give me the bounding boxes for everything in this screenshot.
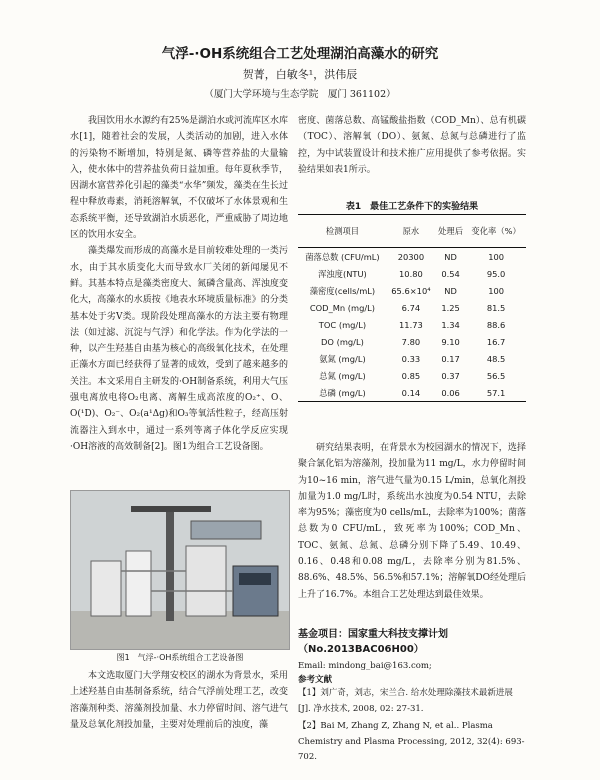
header-rate: 变化率（%）: [471, 226, 521, 236]
table-cell: 总磷 (mg/L): [319, 387, 366, 398]
email-link[interactable]: Email: mindong_bai@163.com;: [298, 661, 432, 671]
paper-title: 气浮-·OH系统组合工艺处理湖泊高藻水的研究: [161, 46, 439, 62]
table-cell: 20300: [397, 251, 425, 262]
table-cell: 48.5: [486, 353, 506, 364]
header-raw: 原水: [402, 226, 420, 236]
table-cell: 95.0: [486, 268, 506, 279]
table-cell: ND: [444, 251, 457, 262]
table-cell: 65.6×10⁴: [391, 285, 431, 296]
table-cell: 0.17: [441, 353, 460, 364]
table-cell: 0.37: [441, 370, 460, 381]
right-column-bottom: [298, 440, 526, 603]
table-row: [298, 350, 526, 367]
table-row: [298, 299, 526, 316]
table-cell: 11.73: [399, 319, 423, 330]
method-paragraph: 本文选取厦门大学翔安校区的湖水为背景水，采用上述羟基自由基制备系统，结合气浮前处理工艺，改变溶藻剂种类、溶藻剂投加量、水力停留时间、溶气进气量及总氧化剂投加量，主要对处理前后的浊度，藻: [70, 671, 288, 730]
table-row: [298, 248, 526, 266]
table-cell: 9.10: [441, 336, 460, 347]
table-cell: 菌落总数 (CFU/mL): [305, 251, 380, 262]
table-cell: 7.80: [401, 336, 421, 347]
table-cell: 6.74: [401, 302, 421, 313]
table-row: [298, 333, 526, 350]
table-row: [298, 282, 526, 299]
table-cell: 100: [488, 285, 505, 296]
authors: 贺菁，白敏冬¹，洪伟辰: [242, 68, 358, 81]
intro-paragraph-2: 藻类爆发而形成的高藻水是目前较难处理的一类污水，由于其水质变化大而导致水厂关闭的新闻屡见不鲜。其基本特点是藻类密度大、氮磷含量高、浑浊度变化大，高藻水的水质按《地表水环境质量标准》的分类基本处于劣V类。现阶段处理高藻水的方法主要有物理法（如过滤、沉淀与气浮）和化学法。作为化学法的一种，以产生羟基自由基为核心的高级氧化技术，在处理正藻水方面已经获得了显著的成效，受到了越来越多的关注。本文采用自主研发的·OH制备系统，利用大气压强电离放电将O₂电离、离解生成高浓度的O₂⁺、O、O(¹D)、O₂⁻、O₂(a¹Δg)和O₃等氧活性粒子，经高压射流器注入到水中，通过一系列等离子体化学反应实现·OH溶液的高效制备[2]。图1为组合工艺设备图。: [70, 246, 288, 452]
table-cell: 16.7: [486, 336, 506, 347]
table-cell: COD_Mn (mg/L): [309, 302, 376, 313]
method-continued-paragraph: 密度、菌落总数、高锰酸盐指数（COD_Mn）、总有机碳（TOC）、溶解氧（DO）、氨氮、总氮与总磷进行了监控，为中试装置设计和技术推广应用提供了参考依据。实验结果如表1所示。: [298, 116, 526, 175]
table-cell: 1.25: [441, 302, 460, 313]
intro-paragraph-1: 我国饮用水水源约有25%是湖泊水或河流库区水库水[1]，随着社会的发展，人类活动的加剧，进入水体的污染物不断增加，特别是氮、磷等营养盐的大量输入，使水体中的营养盐负荷日益加重。每年夏秋季节，因湖水富营养化引起的藻类“水华”频发，藻类在生长过程中释放毒素，消耗溶解氧，不仅破坏了水体景观和生态系统平衡，还导致湖泊水质恶化，严重威胁了周边地区的饮用水安全。: [70, 116, 289, 241]
table-cell: 56.5: [486, 370, 506, 381]
results-paragraph: 研究结果表明，在背景水为校园湖水的情况下，选择聚合氯化铝为溶藻剂，投加量为11 mg/L，水力停留时间为10~16 min，溶气进气量为0.15 L/min，总氧化剂投加量为1.0 mg/L时，系统出水浊度为0.54 NTU，去除率为95%；藻密度为0 cells/mL，去除率为100%；菌落总数为0 CFU/mL，致死率为100%；COD_Mn、TOC、氨氮、总氮、总磷分别下降了5.49、10.49、0.16、0.48和0.08 mg/L，去除率分别为81.5%、88.6%、48.5%、56.5%和57.1%；溶解氧DO经处理后上升了16.7%。本组合工艺处理达到最佳效果。: [298, 443, 526, 600]
results-table: [298, 214, 526, 402]
right-column: [298, 113, 526, 178]
left-column: [70, 113, 288, 455]
table-cell: 0.33: [401, 353, 421, 364]
affiliation: （厦门大学环境与生态学院 厦门 361102）: [204, 89, 396, 100]
table-row: [298, 316, 526, 333]
table-title: 表1 最佳工艺条件下的实验结果: [345, 202, 479, 212]
header-treated: 处理后: [438, 226, 464, 236]
table-cell: 1.34: [441, 319, 460, 330]
table-cell: 0.54: [441, 268, 460, 279]
table-cell: 10.80: [399, 268, 423, 279]
reference-item: 【1】刘广奇，刘志，宋兰合. 给水处理除藻技术最新进展 [J]. 净水技术, 2008, 02: 27-31.: [298, 688, 513, 714]
equipment-illustration: [71, 491, 289, 649]
reference-item: 【2】Bai M, Zhang Z, Zhang N, et al.. Plasma Chemistry and Plasma Processing, 2012, 32(4): 693-702.: [298, 721, 525, 762]
references-list: [298, 686, 526, 768]
table-cell: 藻密度(cells/mL): [309, 285, 376, 296]
table-cell: DO (mg/L): [321, 336, 364, 347]
header-item: 检测项目: [325, 226, 360, 236]
table-cell: 88.6: [486, 319, 506, 330]
table-row: [298, 384, 526, 402]
table-cell: TOC (mg/L): [318, 319, 367, 330]
figure-caption: 图1 气浮-·OH系统组合工艺设备图: [116, 653, 244, 662]
fund-statement: 基金项目：国家重大科技支撑计划（No.2013BAC06H00）: [298, 629, 448, 655]
table-cell: 氨氮 (mg/L): [319, 353, 366, 364]
table-cell: 0.06: [441, 387, 460, 398]
table-cell: 81.5: [486, 302, 506, 313]
table-cell: 0.14: [401, 387, 421, 398]
table-cell: 0.85: [401, 370, 421, 381]
table-cell: 总氮 (mg/L): [319, 370, 366, 381]
table-cell: ND: [444, 285, 457, 296]
references-heading: 参考文献: [298, 675, 333, 685]
table-cell: 浑浊度(NTU): [318, 268, 367, 279]
equipment-photo: [70, 490, 290, 650]
table-row: [298, 367, 526, 384]
table-cell: 100: [488, 251, 505, 262]
table-cell: 57.1: [486, 387, 506, 398]
table-row: [298, 265, 526, 282]
left-column-bottom: [70, 668, 288, 733]
table-header-row: [298, 215, 526, 248]
